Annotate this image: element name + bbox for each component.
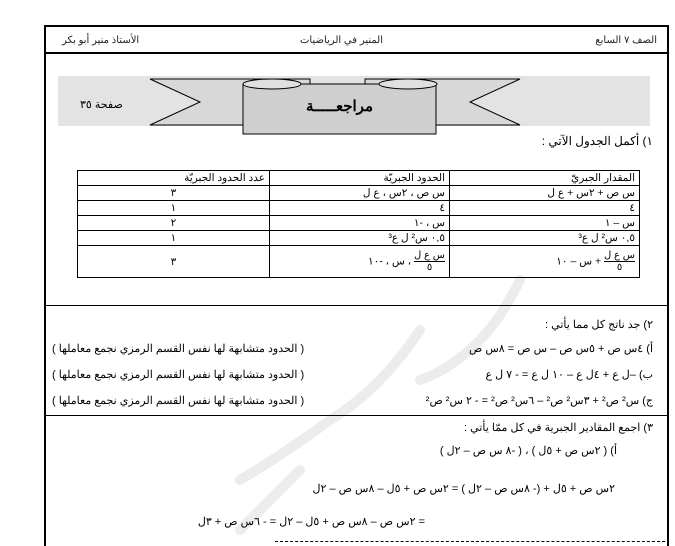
cell: ٢ [78,216,270,231]
cell: ٤ [270,201,450,216]
table-row [78,231,640,246]
col-header: الحدود الجبريّة [270,171,450,186]
q2-prompt: ٢) جد ناتج كل مما يأتي : [545,319,653,331]
cell: س ص ، ٢س ، ع ل [270,186,450,201]
terms-rest: ، س ، -١٠ [367,255,412,268]
table-row [78,186,640,201]
q2-item [52,342,653,355]
cell: ١ [78,231,270,246]
cell: ٣ [78,246,270,278]
numerator: س ع ل [604,250,635,261]
q2-item [52,394,653,407]
q2-note: ( الحدود متشابهة لها نفس القسم الرمزي نجمع معاملها ) [52,395,305,407]
cell: ٣ [78,186,270,201]
q2-item [52,368,653,381]
table-header-row [78,171,640,186]
cell: ١ [78,201,270,216]
q3-part-a: أ) ( ٢س ص + ٥ل ) ، ( -٨ س ص – ٢ل ) [439,445,617,457]
cell [270,246,450,278]
algebra-table [77,170,640,278]
cell: س ص + ٢س + ع ل [450,186,640,201]
cell: س – ١ [450,216,640,231]
page-title: مراجعـــــة [305,98,373,115]
section-divider [44,305,667,306]
numerator: س ع ل [414,250,445,261]
denominator: ٥ [616,262,623,273]
header-subject: المنير في الرياضيات [300,35,383,46]
expr-rest: + س – ١٠ [556,255,602,268]
denominator: ٥ [426,262,433,273]
q2-eq: ب) –ل ع + ٤ل ع – ١٠ ل ع = - ٧ ل ع [485,369,653,381]
q3-prompt: ٣) اجمع المقادير الجبرية في كل ممّا يأتي : [464,422,653,434]
q3-line2: = ٢س ص – ٨س ص + ٥ل – ٢ل = - ٦س ص + ٣ل [197,516,425,528]
col-header: المقدار الجبريّ [450,171,640,186]
q2-eq: أ) ٤س ص + ٥س ص – س ص = ٨س ص [468,343,653,355]
fraction [414,250,445,273]
q2-eq: ج) س² ص² + ٣س² ص² – ٦س² ص² = - ٢ س² ص² [425,395,653,407]
cell: ٠,٥ س² ل ع³ [270,231,450,246]
q2-note: ( الحدود متشابهة لها نفس القسم الرمزي نجمع معاملها ) [52,369,305,381]
fraction [604,250,635,273]
table-row [78,216,640,231]
table-row [78,201,640,216]
header-teacher: الأستاذ منير أبو بكر [62,35,140,46]
header-grade: الصف ٧ السابع [595,35,657,46]
q1-prompt: ١) أكمل الجدول الآتي : [541,134,653,148]
q2-note: ( الحدود متشابهة لها نفس القسم الرمزي نجمع معاملها ) [52,343,305,355]
cell: س ، -١ [270,216,450,231]
table-row [78,246,640,278]
q3-line1: ٢س ص + ٥ل + (- ٨س ص – ٢ل ) = ٢س ص + ٥ل – ٨س ص – ٢ل [312,483,615,495]
cell: ٠,٥ س² ل ع³ [450,231,640,246]
answer-line [275,541,665,542]
cell [450,246,640,278]
section-divider [44,415,667,416]
page-number: صفحة ٣٥ [80,99,123,111]
cell: ٤ [450,201,640,216]
col-header: عدد الحدود الجبريّة [78,171,270,186]
